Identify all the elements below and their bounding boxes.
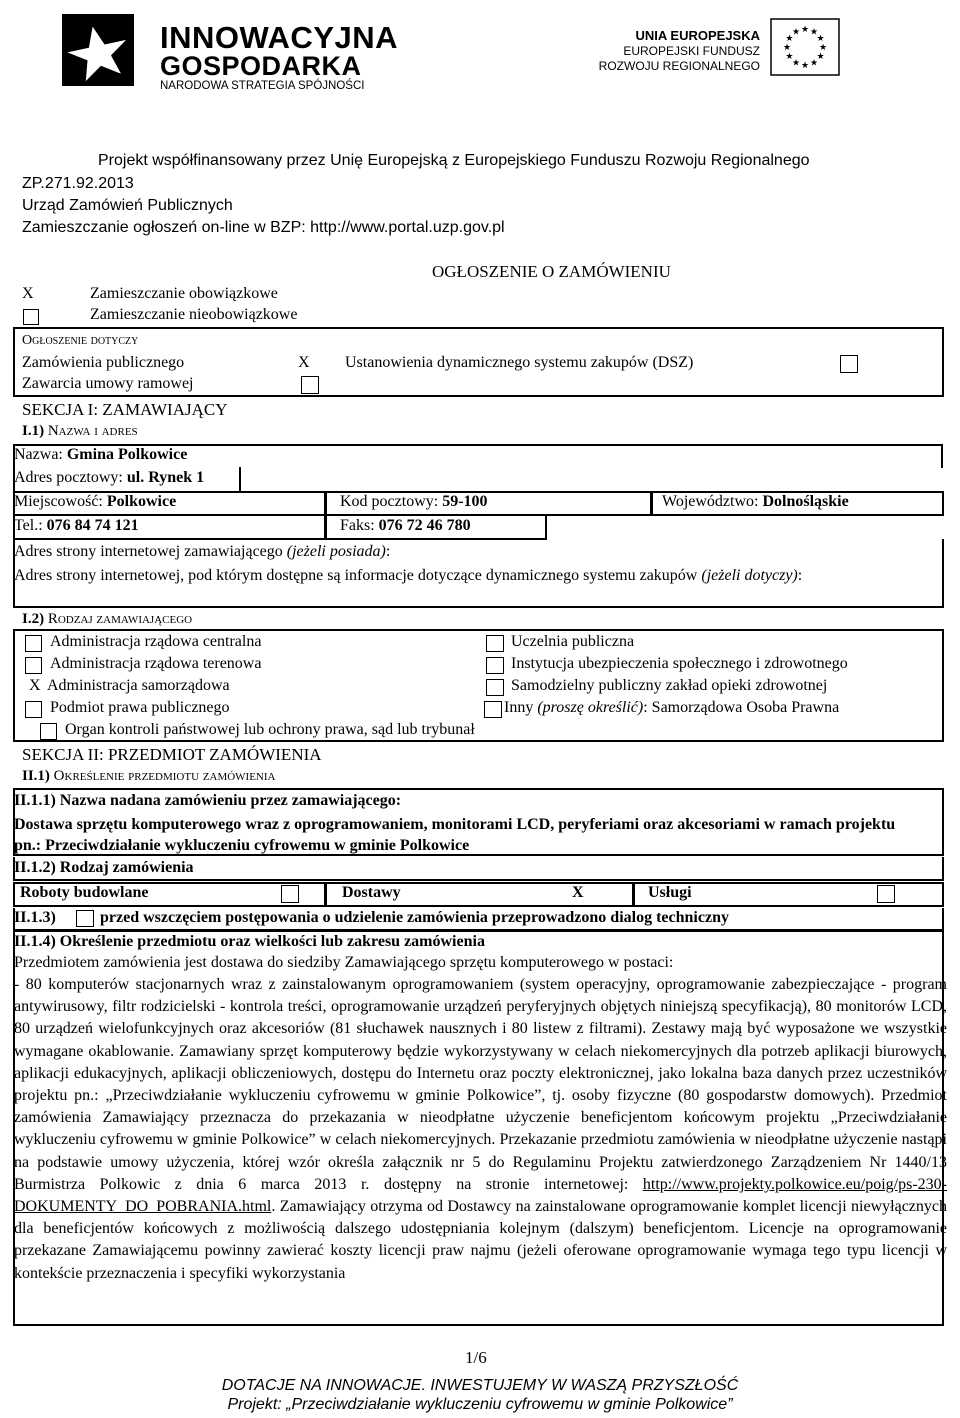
- eu-star-icon: ★: [818, 42, 828, 52]
- ii14-intro: Przedmiotem zamówienia jest dostawa do siedziby Zamawiającego sprzętu komputerowego w postaci:: [14, 954, 674, 971]
- public-order-label: Zamówienia publicznego: [22, 354, 185, 371]
- optional-checkbox[interactable]: [23, 309, 39, 325]
- supplies-mark: X: [572, 884, 584, 901]
- ii1-heading: II.1) Określenie przedmiotu zamówienia: [22, 768, 276, 784]
- mandatory-label: Zamieszczanie obowiązkowe: [90, 285, 278, 302]
- public-order-mark: X: [298, 354, 310, 371]
- optional-label: Zamieszczanie nieobowiązkowe: [90, 306, 298, 323]
- framework-checkbox[interactable]: [301, 376, 319, 394]
- eu-star-icon: ★: [785, 51, 794, 61]
- ii11-value: Dostawa sprzętu komputerowego wraz z oprogramowaniem, monitorami LCD, peryferiami oraz akcesoriami w ramach projektu pn.: Przeciwdziałanie wykluczeniu cyfrowemu w gminie Polkowice: [14, 816, 896, 854]
- eu-logo-line1: UNIA EUROPEJSKA: [635, 28, 760, 43]
- eu-star-icon: ★: [809, 26, 819, 37]
- eu-star-icon: ★: [791, 26, 801, 37]
- eu-logo-line2: EUROPEJSKI FUNDUSZ: [623, 44, 760, 58]
- dialogue-checkbox[interactable]: [76, 910, 94, 927]
- dps-checkbox[interactable]: [840, 355, 858, 373]
- eu-star-icon: ★: [800, 60, 810, 70]
- university-checkbox[interactable]: [486, 635, 504, 652]
- admin-self-label: Administracja samorządowa: [47, 677, 230, 694]
- eu-flag-icon: [770, 18, 840, 76]
- logo-line1: INNOWACYJNA: [160, 20, 399, 55]
- admin-self-mark: X: [29, 677, 41, 694]
- innowacyjna-gospodarka-logo: [60, 10, 399, 92]
- works-label: Roboty budowlane: [20, 884, 149, 901]
- dps-www-row: Adres strony internetowej, pod którym dostępne są informacje dotyczące dynamicznego systemu zakupów (jeżeli dotyczy):: [14, 567, 803, 584]
- control-checkbox[interactable]: [40, 723, 57, 740]
- other-label: Inny (proszę określić): Samorządowa Osoba Prawna: [504, 699, 840, 716]
- postal-row: Kod pocztowy: 59-100: [340, 493, 488, 510]
- star-emblem-icon: [60, 10, 155, 90]
- name-row: Nazwa: Gmina Polkowice: [14, 446, 188, 463]
- tel-row: Tel.: 076 84 74 121: [14, 517, 139, 534]
- ii14-body: - 80 komputerów stacjonarnych wraz z zainstalowanym oprogramowaniem (system operacyjny, oprogramowanie zabezpieczające - program antywirusowy, filtr rodzicielski - kontrola treści, oprogramowanie urządzeń peryferyjnych objętych niniejszą specyfikacją), 80 monitorów LCD, 80 urządzeń wielofunkcyjnych oraz akcesoriów (81 słuchawek nausznych i 80 listew z filtrami). Zestawy mają być wyposażone we wszystkie wymagane okablowanie. Zamawiany sprzęt komputerowy będzie wykorzystywany w celach niekomercyjnych dla potrzeb aplikacji biurowych, aplikacji edukacyjnych, aplikacji obliczeniowych, dostępu do Internetu oraz poczty elektronicznej, jako lokalna baza danych przez uczestników projektu pn.: „Przeciwdziałanie wykluczeniu cyfrowemu w gminie Polkowice”, tj. osoby fizyczne (80 gospodarstw domowych). Przedmiot zamówienia Zamawiający przeznacza do przekazania w nieodpłatne użyczenie beneficjentom końcowym projektu „Przeciwdziałanie wykluczeniu cyfrowemu w gminie Polkowice” w celach niekomercyjnych. Przekazanie przedmiotu zamówienia w nieodpłatne użyczenie nastąpi na podstawie umowy użyczenia, której wzór określa załącznik nr 5 do Regulaminu Projektu zatwierdzonego Zarządzeniem Nr 1440/13 Burmistrza Polkowic z dnia 6 marca 2013 r. dostępny na stronie internetowej: http://www.projekty.polkowice.eu/poig/ps-230-DOKUMENTY_DO_POBRANIA.html. Zamawiający otrzyma od Dostawcy na zainstalowane oprogramowanie komplet licencji niewyłącznych dla beneficjentów końcowych z możliwością dalszego udostępniania kolejnym (dalszym) beneficjentom. Licencje na oprogramowanie przekazane Zamawiającemu powinny zawierać koszty licencji praw najmu (jeżeli oferowane oprogramowanie wymaga tego typu licencji w kontekście przeznaczenia i specyfiki wykorzystania: [14, 976, 947, 1282]
- eu-star-icon: ★: [785, 33, 794, 43]
- city-row: Miejscowość: Polkowice: [14, 493, 177, 510]
- dps-label: Ustanowienia dynamicznego systemu zakupów (DSZ): [345, 354, 694, 371]
- insurance-checkbox[interactable]: [486, 657, 504, 674]
- cofinance-note: Projekt współfinansowany przez Unię Europejską z Europejskiego Funduszu Rozwoju Regionalnego: [98, 152, 810, 169]
- control-label: Organ kontroli państwowej lub ochrony prawa, sąd lub trybunał: [65, 721, 475, 738]
- admin-central-label: Administracja rządowa centralna: [50, 633, 262, 650]
- page-number: 1/6: [465, 1348, 487, 1367]
- i2-heading: I.2) Rodzaj zamawiającego: [22, 611, 193, 627]
- eu-star-icon: ★: [782, 42, 792, 52]
- eu-star-icon: ★: [800, 24, 810, 34]
- office-name: Urząd Zamówień Publicznych: [22, 197, 233, 214]
- eu-logo: [600, 14, 840, 78]
- healthcare-checkbox[interactable]: [486, 679, 504, 696]
- admin-local-label: Administracja rządowa terenowa: [50, 655, 262, 672]
- reference-number: ZP.271.92.2013: [22, 175, 134, 192]
- healthcare-label: Samodzielny publiczny zakład opieki zdrowotnej: [511, 677, 828, 694]
- eu-star-icon: ★: [816, 33, 825, 43]
- university-label: Uczelnia publiczna: [511, 633, 635, 650]
- section2-title: SEKCJA II: PRZEDMIOT ZAMÓWIENIA: [22, 745, 322, 764]
- works-checkbox[interactable]: [281, 885, 299, 903]
- eu-star-icon: ★: [809, 57, 819, 68]
- insurance-label: Instytucja ubezpieczenia społecznego i zdrowotnego: [511, 655, 848, 672]
- ii13-text: przed wszczęciem postępowania o udzielenie zamówienia przeprowadzono dialog techniczny: [100, 909, 729, 926]
- services-checkbox[interactable]: [877, 885, 895, 903]
- ii11-label: II.1.1) Nazwa nadana zamówieniu przez zamawiającego:: [14, 792, 402, 809]
- bzp-line: Zamieszczanie ogłoszeń on-line w BZP: http://www.portal.uzp.gov.pl: [22, 219, 505, 236]
- section1-title: SEKCJA I: ZAMAWIAJĄCY: [22, 400, 228, 419]
- voivodeship-row: Województwo: Dolnośląskie: [662, 493, 849, 510]
- notice-title: OGŁOSZENIE O ZAMÓWIENIU: [432, 262, 671, 281]
- www-row: Adres strony internetowej zamawiającego (jeżeli posiada):: [14, 543, 391, 560]
- ii14-label: II.1.4) Określenie przedmiotu oraz wielkości lub zakresu zamówienia: [14, 933, 485, 950]
- ii13-num: II.1.3): [14, 909, 56, 926]
- fax-row: Faks: 076 72 46 780: [340, 517, 471, 534]
- project-link[interactable]: http://www.projekty.polkowice.eu/poig/ps-230-DOKUMENTY_DO_POBRANIA.html: [14, 1175, 947, 1216]
- logo-line2: GOSPODARKA: [160, 51, 362, 81]
- footer-slogan: DOTACJE NA INNOWACJE. INWESTUJEMY W WASZĄ PRZYSZŁOŚĆ: [221, 1377, 739, 1394]
- eu-star-icon: ★: [816, 51, 825, 61]
- mandatory-mark: X: [22, 285, 34, 302]
- concerns-heading: Ogłoszenie dotyczy: [22, 333, 139, 348]
- public-law-label: Podmiot prawa publicznego: [50, 699, 230, 716]
- supplies-label: Dostawy: [342, 884, 401, 901]
- admin-central-checkbox[interactable]: [25, 635, 42, 652]
- eu-star-icon: ★: [791, 57, 801, 68]
- logo-line3: NARODOWA STRATEGIA SPÓJNOŚCI: [160, 80, 365, 92]
- address-row: Adres pocztowy: ul. Rynek 1: [14, 469, 205, 486]
- public-law-checkbox[interactable]: [25, 701, 42, 718]
- ii12-label: II.1.2) Rodzaj zamówienia: [14, 859, 194, 876]
- i1-heading: I.1) Nazwa i adres: [22, 423, 138, 439]
- framework-label: Zawarcia umowy ramowej: [22, 375, 194, 392]
- other-checkbox[interactable]: [484, 701, 502, 718]
- services-label: Usługi: [648, 884, 692, 901]
- footer-project: Projekt: „Przeciwdziałanie wykluczeniu cyfrowemu w gminie Polkowice”: [227, 1396, 733, 1413]
- admin-local-checkbox[interactable]: [25, 657, 42, 674]
- eu-logo-line3: ROZWOJU REGIONALNEGO: [598, 59, 760, 73]
